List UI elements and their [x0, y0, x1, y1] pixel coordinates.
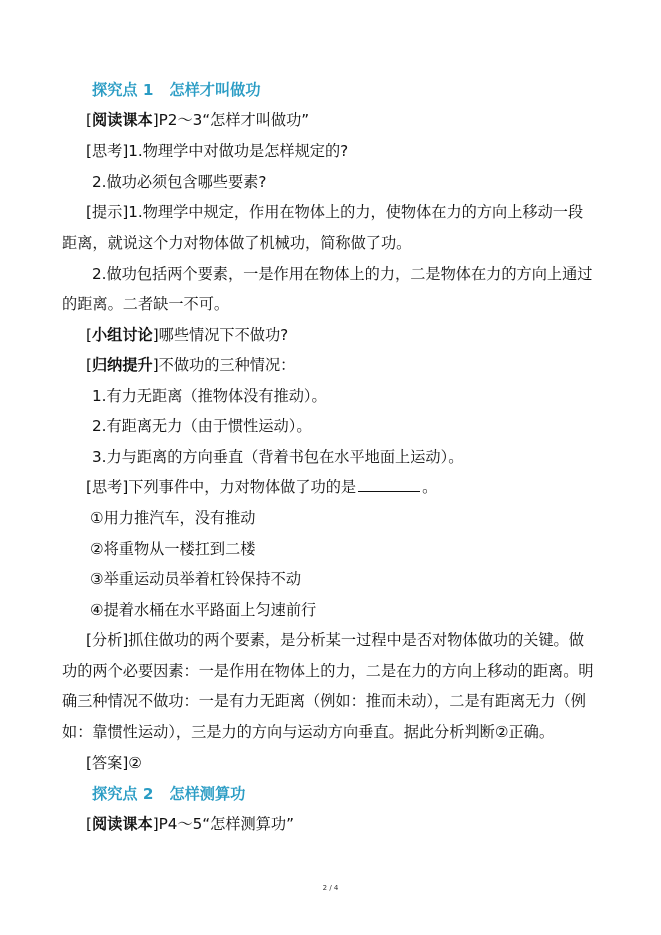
summary-item-3: 3.力与距离的方向垂直（背着书包在水平地面上运动）。 [92, 448, 464, 466]
analysis-line-3: 确三种情况不做功：一是有力无距离（例如：推而未动），二是有距离无力（例 [62, 692, 586, 710]
reading-text: P2～3“怎样才叫做功” [158, 111, 310, 129]
option-1: ①用力推汽车，没有推动 [90, 509, 256, 527]
answer-line: [答案]② [86, 754, 142, 772]
summary-tag: 归纳提升 [91, 356, 153, 374]
summary-item-2: 2.有距离无力（由于惯性运动）。 [92, 417, 312, 435]
hint-line-1: [提示]1.物理学中规定，作用在物体上的力，使物体在力的方向上移动一段 [86, 203, 584, 221]
option-2: ②将重物从一楼扛到二楼 [90, 540, 256, 558]
section2-heading [0, 784, 661, 804]
analysis-line-2: 功的两个必要因素：一是作用在物体上的力，二是在力的方向上移动的距离。明 [62, 662, 594, 680]
section1-heading [0, 80, 661, 100]
group-discussion: [小组讨论]哪些情况下不做功? [86, 326, 289, 344]
hint-tag: 提示 [91, 203, 123, 221]
summary-item-1: 1.有力无距离（推物体没有推动）。 [92, 387, 327, 405]
section2-title: 怎样测算功 [169, 785, 246, 803]
think-tag: 思考 [91, 142, 123, 160]
option-4: ④提着水桶在水平路面上匀速前行 [90, 601, 317, 619]
answer-tag: 答案 [91, 754, 123, 772]
think1-q1: [思考]1.物理学中对做功是怎样规定的? [86, 142, 349, 160]
analysis-tag: 分析 [91, 631, 123, 649]
section2-label: 探究点 2 [92, 785, 154, 803]
section1-label: 探究点 1 [92, 81, 154, 99]
group-tag: 小组讨论 [91, 326, 153, 344]
hint-line-3: 2.做功包括两个要素，一是作用在物体上的力，二是物体在力的方向上通过 [92, 265, 593, 283]
option-3: ③举重运动员举着杠铃保持不动 [90, 570, 302, 588]
summary-intro: [归纳提升]不做功的三种情况： [86, 356, 296, 374]
think1-q2: 2.做功必须包含哪些要素? [92, 173, 267, 191]
think2-tag: 思考 [91, 478, 123, 496]
hint-line-4: 的距离。二者缺一不可。 [62, 295, 230, 313]
reading-tag-2: 阅读课本 [91, 815, 153, 833]
analysis-line-1: [分析]抓住做功的两个要素，是分析某一过程中是否对物体做功的关键。做 [86, 631, 584, 649]
section2-reading: [阅读课本]P4～5“怎样测算功” [86, 815, 294, 833]
section1-reading: [阅读课本]P2～3“怎样才叫做功” [86, 111, 310, 129]
reading-tag: 阅读课本 [91, 111, 153, 129]
analysis-line-4: 如：靠惯性运动），三是力的方向与运动方向垂直。据此分析判断②正确。 [62, 723, 555, 741]
section1-title: 怎样才叫做功 [169, 81, 261, 99]
hint-line-2: 距离，就说这个力对物体做了机械功，简称做了功。 [62, 234, 412, 252]
answer-blank [358, 477, 420, 492]
page-number: 2 / 4 [322, 884, 339, 892]
think2-question: [思考]下列事件中，力对物体做了功的是 。 [86, 478, 438, 496]
